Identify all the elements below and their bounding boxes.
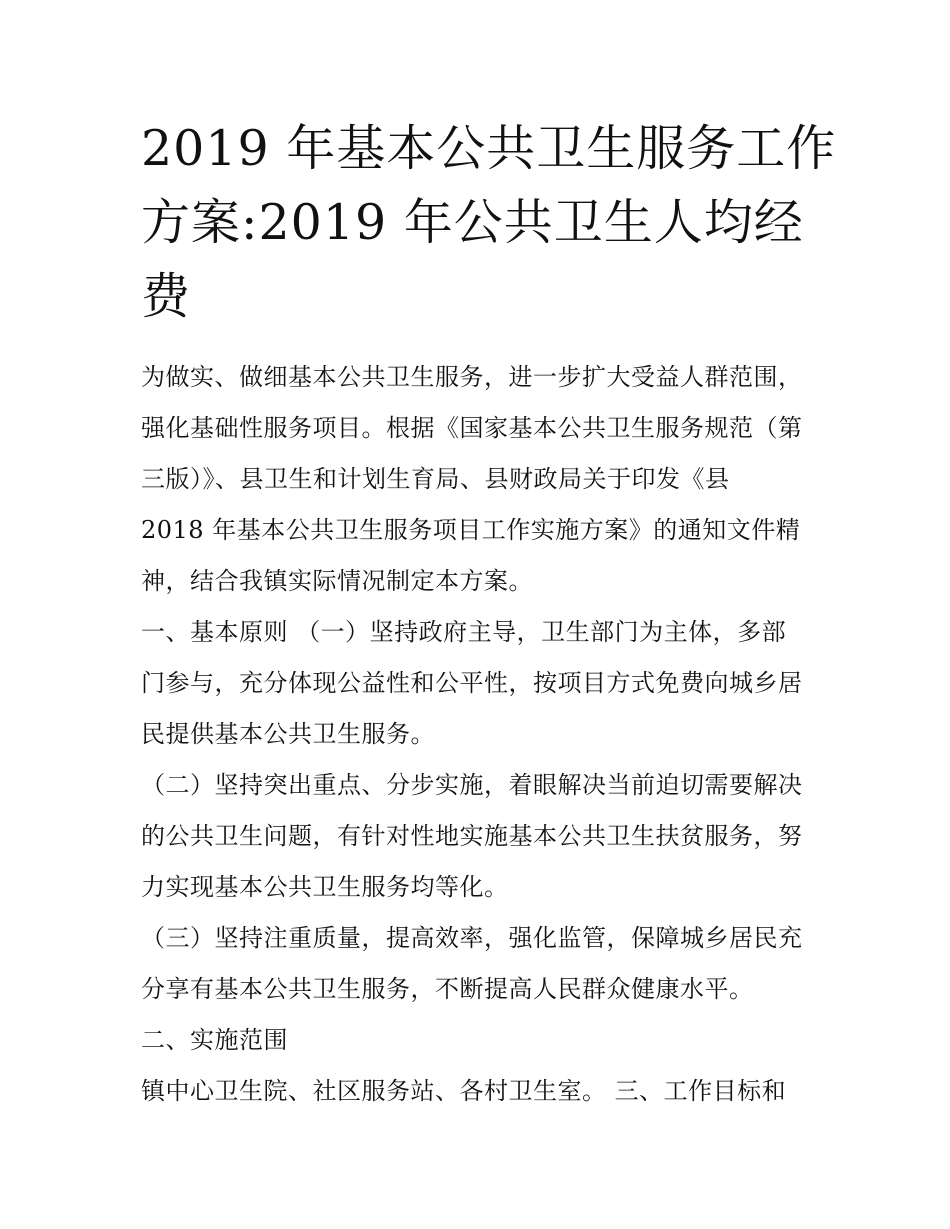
body-line: （三）坚持注重质量，提高效率，强化监管，保障城乡居民充 [141, 924, 803, 952]
body-line: 强化基础性服务项目。根据《国家基本公共卫生服务规范（第 [141, 414, 803, 442]
title-line-3: 费 [141, 268, 192, 325]
document-title [141, 112, 837, 334]
title-line-2: 方案:2019 年公共卫生人均经 [141, 194, 804, 251]
body-line: 的公共卫生问题，有针对性地实施基本公共卫生扶贫服务，努 [141, 822, 803, 850]
body-line: 2018 年基本公共卫生服务项目工作实施方案》的通知文件精 [141, 516, 801, 544]
document-page [141, 112, 837, 1117]
body-line: 分享有基本公共卫生服务，不断提高人民群众健康水平。 [141, 975, 754, 1003]
body-line: 力实现基本公共卫生服务均等化。 [141, 873, 509, 901]
body-line: 镇中心卫生院、社区服务站、各村卫生室。 三、工作目标和 [141, 1077, 787, 1105]
body-line: 一、基本原则 （一）坚持政府主导，卫生部门为主体，多部 [141, 618, 787, 646]
body-line: 为做实、做细基本公共卫生服务，进一步扩大受益人群范围， [141, 363, 803, 391]
body-line: 三版）》、县卫生和计划生育局、县财政局关于印发《县 [141, 465, 730, 493]
body-line: 门参与，充分体现公益性和公平性，按项目方式免费向城乡居 [141, 669, 803, 697]
body-line: 民提供基本公共卫生服务。 [141, 720, 435, 748]
section-heading: 二、实施范围 [141, 1026, 288, 1054]
body-line: （二）坚持突出重点、分步实施，着眼解决当前迫切需要解决 [141, 771, 803, 799]
title-line-1: 2019 年基本公共卫生服务工作 [141, 120, 837, 177]
body-line: 神，结合我镇实际情况制定本方案。 [141, 567, 533, 595]
document-body [141, 352, 821, 1117]
